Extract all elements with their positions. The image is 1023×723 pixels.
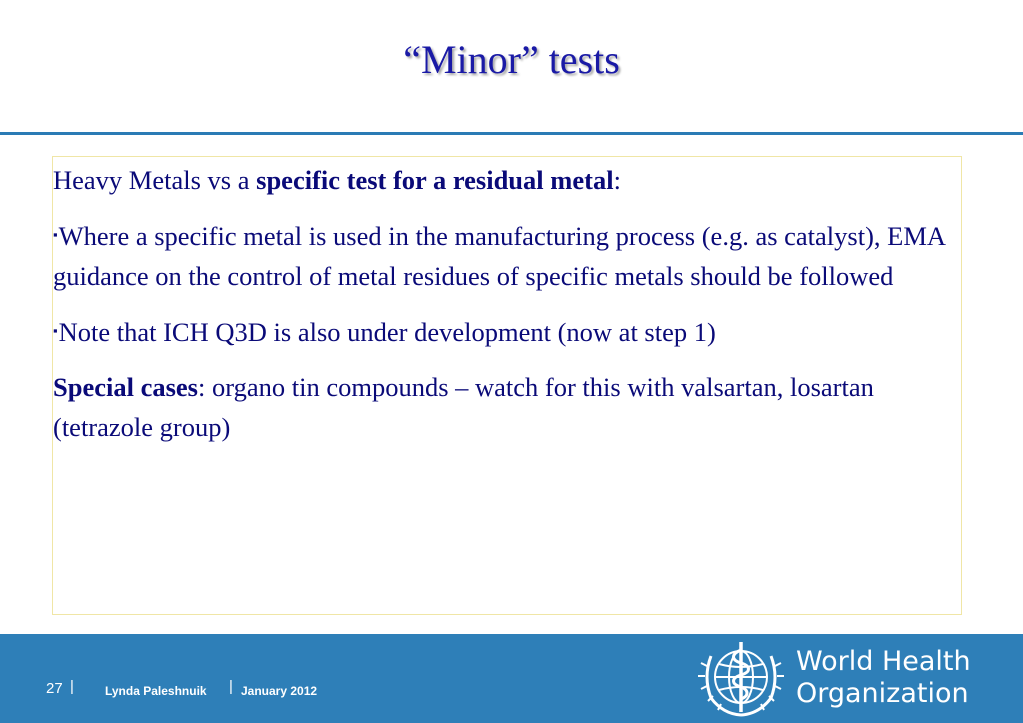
intro-colon: : xyxy=(613,165,621,195)
bullet-item-metal-guidance xyxy=(53,215,958,296)
who-emblem-icon xyxy=(695,636,787,718)
square-bullet-icon: ▪ xyxy=(53,323,58,338)
special-cases-label: Special cases xyxy=(53,372,198,402)
bullet-text-metal-guidance: Where a specific metal is used in the manufacturing process (e.g. as catalyst), EMA guidance on the control of metal residues of specific metals should be followed xyxy=(53,221,945,291)
square-bullet-icon: ▪ xyxy=(53,227,58,242)
footer-date: January 2012 xyxy=(241,684,318,698)
intro-text: Heavy Metals vs a xyxy=(53,165,257,195)
footer-separator: | xyxy=(229,678,233,695)
footer-author: Lynda Paleshnuik xyxy=(105,684,207,698)
org-name-line2: Organization xyxy=(796,678,969,709)
org-name xyxy=(796,646,971,710)
content-body xyxy=(53,160,958,462)
bullet-text-ich-q3d: Note that ICH Q3D is also under development (now at step 1) xyxy=(58,317,716,347)
bullet-item-ich-q3d xyxy=(53,311,958,352)
title-divider xyxy=(0,132,1023,135)
page-number: 27 xyxy=(46,680,63,697)
footer-separator: | xyxy=(70,678,74,695)
slide-title: “Minor” tests xyxy=(403,37,620,82)
intro-paragraph xyxy=(53,160,958,200)
special-cases-paragraph xyxy=(53,367,958,447)
special-cases-text: : organo tin compounds – watch for this with valsartan, losartan (tetrazole group) xyxy=(53,372,874,442)
intro-emphasis: specific test for a residual metal xyxy=(256,165,614,195)
org-name-line1: World Health xyxy=(796,646,971,677)
